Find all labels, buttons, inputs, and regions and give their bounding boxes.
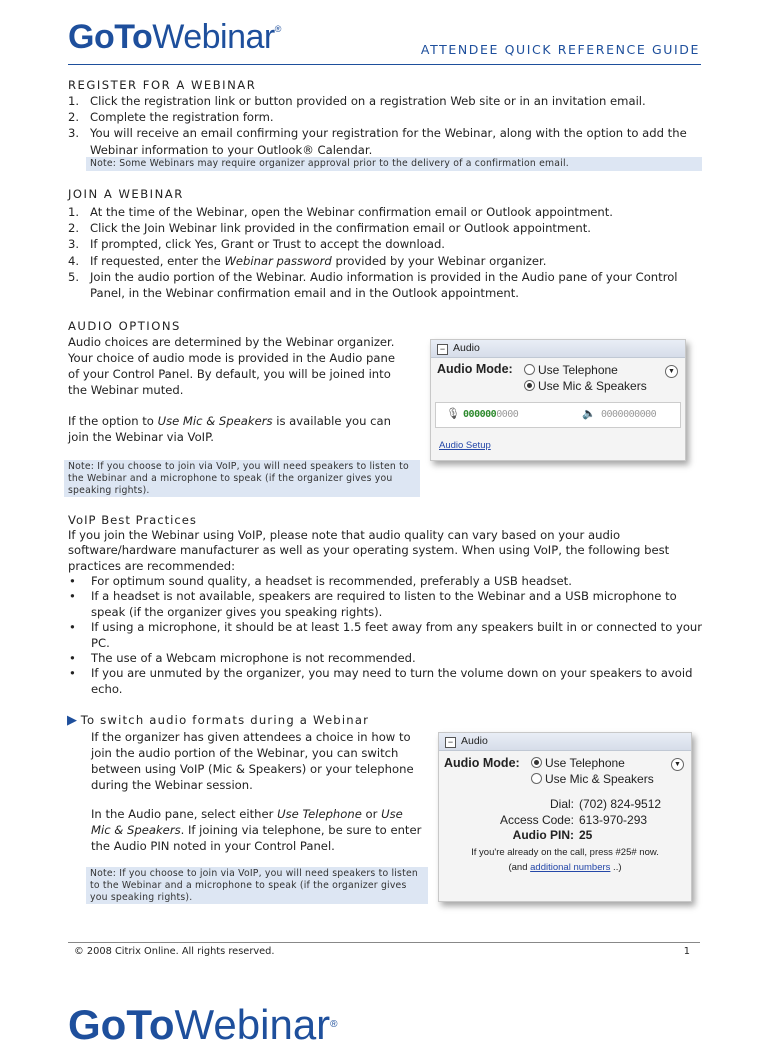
audio-pane-voip: [430, 339, 686, 461]
radio-selected-icon: [531, 757, 542, 768]
access-code-label: Access Code:: [499, 812, 574, 827]
dial-number: (702) 824-9512: [579, 797, 662, 811]
collapse-icon[interactable]: −: [437, 344, 448, 355]
audio-options-dropdown[interactable]: [671, 756, 684, 771]
copyright: © 2008 Citrix Online. All rights reserved.: [74, 946, 275, 957]
phone-labels: [439, 797, 574, 844]
switch-note: Note: If you choose to join via VoIP, you will need speakers to listen to the Webinar and a microphone to speak (if the organizer gives you speaking rights).: [86, 867, 428, 904]
list-item: 3. You will receive an email confirming your registration for the Webinar, along with the option to add the Webinar information to your Outlook® Calendar.: [68, 126, 687, 157]
mic-level-meter: 0000000000: [463, 409, 519, 420]
use-mic-speakers-radio[interactable]: Use Mic & Speakers: [531, 772, 654, 786]
audio-pane-titlebar: − Audio: [439, 733, 691, 751]
audio-mode-label: Audio Mode:: [444, 756, 520, 770]
switch-heading: ▶ To switch audio formats during a Webinar: [67, 713, 370, 728]
additional-numbers-link[interactable]: additional numbers: [530, 862, 611, 873]
list-item: • If a headset is not available, speakers are required to listen to the Webinar and a USB microphone to speak (if the organizer gives you speaking rights).: [69, 589, 677, 619]
audio-options-text: Audio choices are determined by the Webinar organizer. Your choice of audio mode is provided in the Audio pane of your Control Panel. By default, you will be joined into the Webinar muted.: [68, 335, 395, 397]
register-heading: REGISTER FOR A WEBINAR: [68, 78, 257, 92]
use-mic-speakers-radio[interactable]: Use Mic & Speakers: [524, 379, 647, 393]
gotowebinar-logo: GoToWebinar®: [68, 18, 281, 56]
arrow-right-icon: ▶: [67, 713, 77, 728]
list-item: • If using a microphone, it should be at least 1.5 feet away from any speakers built in or connected to your PC.: [69, 620, 703, 650]
audio-pane-titlebar: − Audio: [431, 340, 685, 358]
dial-label: Dial:: [549, 797, 574, 811]
voip-intro: If you join the Webinar using VoIP, please note that audio quality can vary based on your audio software/hardware manufacturer as well as your operating system. When using VoIP, the following best practices are recommended:: [68, 528, 670, 573]
audio-pane-telephone: [438, 732, 692, 902]
voip-heading: VoIP Best Practices: [68, 513, 197, 527]
list-item: • For optimum sound quality, a headset is recommended, preferably a USB headset.: [69, 574, 572, 588]
document-title: ATTENDEE QUICK REFERENCE GUIDE: [420, 42, 700, 57]
footer-divider: [68, 942, 700, 943]
list-item: 1. At the time of the Webinar, open the Webinar confirmation email or Outlook appointment.: [68, 205, 613, 219]
list-item: 3. If prompted, click Yes, Grant or Trust to accept the download.: [68, 237, 445, 252]
audio-pin-label: Audio PIN:: [512, 828, 574, 842]
header-divider: [68, 64, 701, 65]
register-steps: [68, 93, 708, 158]
list-item: 5. Join the audio portion of the Webinar. Audio information is provided in the Audio pane of your Control Panel, in the Webinar confirmation email and in the Outlook appointment.: [68, 269, 678, 301]
phone-values: [579, 797, 661, 844]
list-item: 1. Click the registration link or button provided on a registration Web site or in an invitation email.: [68, 94, 646, 108]
speaker-icon[interactable]: 🔈: [582, 408, 596, 420]
list-item: • If you are unmuted by the organizer, you may need to turn the volume down on your speakers to avoid echo.: [69, 666, 693, 696]
switch-instructions: In the Audio pane, select either Use Telephone or Use Mic & Speakers. If joining via telephone, be sure to enter the Audio PIN noted in your Control Panel.: [91, 807, 422, 853]
switch-text: If the organizer has given attendees a choice in how to join the audio portion of the Webinar, you can switch between using VoIP (Mic & Speakers) or your telephone during the Webinar session.: [91, 730, 414, 792]
radio-icon: [531, 773, 542, 784]
list-item: 2. Complete the registration form.: [68, 110, 274, 125]
use-telephone-radio[interactable]: Use Telephone: [531, 756, 625, 770]
voip-option-text: If the option to Use Mic & Speakers is available you can join the Webinar via VoIP.: [68, 414, 392, 444]
speaker-level-meter: 0000000000: [601, 409, 657, 420]
additional-numbers-line: (and additional numbers ..): [508, 862, 622, 873]
audio-mode-label: Audio Mode:: [437, 362, 513, 376]
audio-options-dropdown[interactable]: [665, 363, 678, 378]
chevron-down-icon: ▼: [665, 365, 678, 378]
radio-selected-icon: [524, 380, 535, 391]
audio-setup-link[interactable]: Audio Setup: [439, 440, 491, 451]
already-on-call-text: If you're already on the call, press #25# now.: [471, 847, 659, 858]
join-steps: [68, 204, 708, 301]
list-item: 2. Click the Join Webinar link provided in the confirmation email or Outlook appointment.: [68, 221, 591, 236]
chevron-down-icon: ▼: [671, 758, 684, 771]
voip-bullets: [68, 574, 708, 697]
list-item: 4. If requested, enter the Webinar password provided by your Webinar organizer.: [68, 253, 547, 268]
audio-pin: 25: [579, 828, 593, 842]
radio-icon: [524, 364, 535, 375]
use-telephone-radio[interactable]: Use Telephone: [524, 363, 618, 377]
page-number: 1: [683, 946, 690, 957]
audio-options-heading: AUDIO OPTIONS: [68, 319, 181, 333]
list-item: • The use of a Webcam microphone is not recommended.: [69, 651, 416, 666]
join-heading: JOIN A WEBINAR: [68, 187, 184, 201]
audio-options-note: Note: If you choose to join via VoIP, you will need speakers to listen to the Webinar and a microphone to speak (if the organizer gives you speaking rights).: [64, 460, 420, 497]
next-page-logo: GoToWebinar®: [68, 1001, 338, 1048]
collapse-icon[interactable]: −: [445, 737, 456, 748]
register-note: Note: Some Webinars may require organizer approval prior to the delivery of a confirmation email.: [86, 157, 702, 171]
microphone-icon[interactable]: 🎙: [446, 408, 460, 420]
audio-level-bar: [435, 402, 681, 428]
access-code: 613-970-293: [579, 812, 648, 827]
